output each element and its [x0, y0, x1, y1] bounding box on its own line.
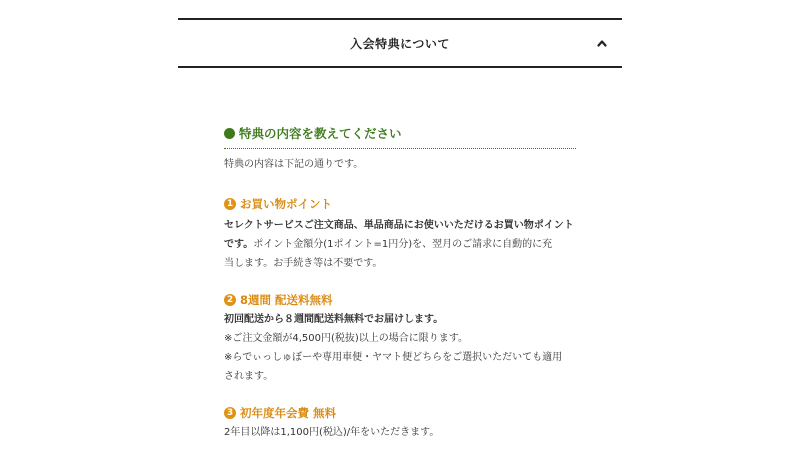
benefit-line-strong: です。: [224, 239, 254, 250]
benefit-item-annual-fee: [224, 404, 576, 442]
benefit-heading: [224, 195, 576, 213]
accordion-content: [224, 124, 576, 442]
chevron-up-icon[interactable]: [596, 37, 608, 49]
chevron-up-icon-shape: [597, 39, 607, 47]
number-3-icon: 3: [224, 407, 236, 419]
benefit-line-normal: ※らでぃっしゅぼーや専用車便・ヤマト便どちらをご選択いただいても適用: [224, 352, 563, 363]
benefit-line: [224, 310, 576, 329]
benefit-item-free-shipping: [224, 291, 576, 386]
benefit-line-normal: 当します。お手続き等は不要です。: [224, 258, 383, 269]
benefit-line: [224, 367, 576, 386]
benefit-line-normal: されます。: [224, 371, 274, 382]
benefit-line: [224, 348, 576, 367]
accordion-title: 入会特典について: [350, 36, 450, 51]
benefit-line: [224, 254, 576, 273]
section-heading: [224, 124, 576, 149]
benefit-line: [224, 423, 576, 442]
number-1-icon: 1: [224, 198, 236, 210]
number-2-icon: 2: [224, 294, 236, 306]
benefit-title: 初年度年会費 無料: [240, 406, 337, 420]
benefit-line-normal: ポイント金額分(1ポイント=1円分)を、翌月のご請求に自動的に充: [253, 239, 553, 250]
benefit-line: [224, 235, 576, 254]
benefit-line: [224, 216, 576, 235]
benefit-title: お買い物ポイント: [240, 197, 332, 211]
benefit-item-points: [224, 195, 576, 273]
benefit-line-normal: ※ご注文金額が4,500円(税抜)以上の場合に限ります。: [224, 333, 469, 344]
benefit-line-strong: 初回配送から８週間配送料無料でお届けします。: [224, 314, 444, 325]
benefit-heading: [224, 404, 576, 422]
benefit-heading: [224, 291, 576, 309]
benefit-line: [224, 329, 576, 348]
benefit-line-strong: セレクトサービスご注文商品、単品商品にお使いいただけるお買い物ポイント: [224, 220, 574, 231]
benefit-title: 8週間 配送料無料: [240, 293, 333, 307]
section-intro: 特典の内容は下記の通りです。: [224, 159, 364, 170]
benefit-line-normal: 2年目以降は1,100円(税込)/年をいただきます。: [224, 427, 440, 438]
accordion-header-membership-benefits[interactable]: [178, 18, 622, 68]
bullet-dot-icon: [224, 128, 235, 139]
section-heading-text: 特典の内容を教えてください: [239, 126, 402, 141]
